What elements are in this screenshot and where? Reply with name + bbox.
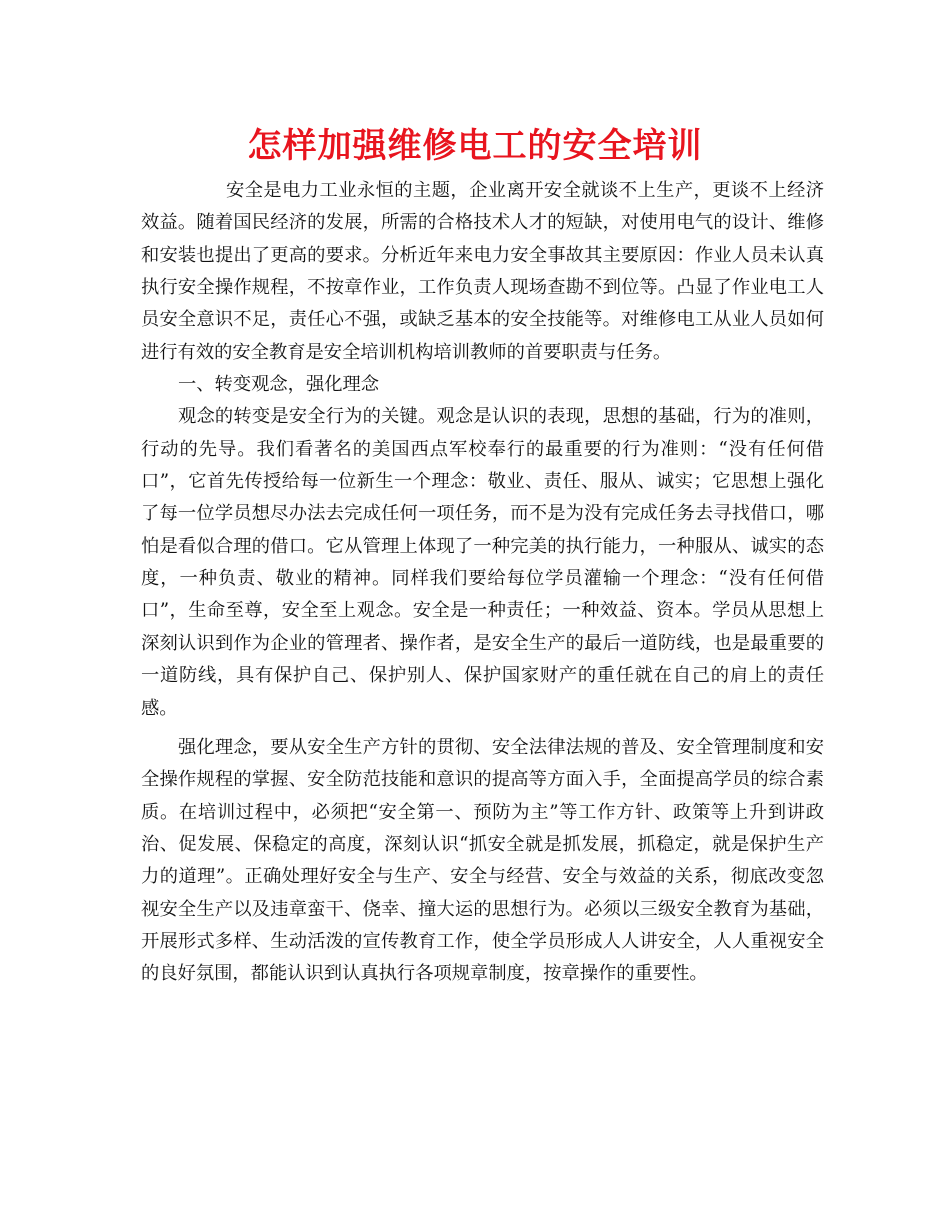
document-body xyxy=(141,175,824,991)
intro-paragraph: 安全是电力工业永恒的主题，企业离开安全就谈不上生产，更谈不上经济效益。随着国民经济的发展，所需的合格技术人才的短缺，对使用电气的设计、维修和安装也提出了更高的要求。分析近年来电力安全事故其主要原因：作业人员未认真执行安全操作规程，不按章作业，工作负责人现场查勘不到位等。凸显了作业电工人员安全意识不足，责任心不强，或缺乏基本的安全技能等。对维修电工从业人员如何进行有效的安全教育是安全培训机构培训教师的首要职责与任务。 xyxy=(141,180,824,363)
section-heading: 一、转变观念，强化理念 xyxy=(178,374,380,396)
document-title: 怎样加强维修电工的安全培训 xyxy=(247,126,703,166)
body-paragraph: 强化理念，要从安全生产方针的贯彻、安全法律法规的普及、安全管理制度和安全操作规程的掌握、安全防范技能和意识的提高等方面入手，全面提高学员的综合素质。在培训过程中，必须把“安全第一、预防为主”等工作方针、政策等上升到讲政治、促发展、保稳定的高度，深刻认识“抓安全就是抓发展，抓稳定，就是保护生产力的道理”。正确处理好安全与生产、安全与经营、安全与效益的关系，彻底改变忽视安全生产以及违章蛮干、侥幸、撞大运的思想行为。必须以三级安全教育为基础，开展形式多样、生动活泼的宣传教育工作，使全学员形成人人讲安全，人人重视安全的良好氛围，都能认识到认真执行各项规章制度，按章操作的重要性。 xyxy=(141,736,824,985)
body-paragraph: 观念的转变是安全行为的关键。观念是认识的表现，思想的基础，行为的准则，行动的先导。我们看著名的美国西点军校奉行的最重要的行为准则：“没有任何借口”，它首先传授给每一位新生一个理念：敬业、责任、服从、诚实；它思想上强化了每一位学员想尽办法去完成任何一项任务，而不是为没有完成任务去寻找借口，哪怕是看似合理的借口。它从管理上体现了一种完美的执行能力，一种服从、诚实的态度，一种负责、敬业的精神。同样我们要给每位学员灌输一个理念：“没有任何借口”，生命至尊，安全至上观念。安全是一种责任；一种效益、资本。学员从思想上深刻认识到作为企业的管理者、操作者，是安全生产的最后一道防线，也是最重要的一道防线，具有保护自己、保护别人、保护国家财产的重任就在自己的肩上的责任感。 xyxy=(141,406,824,719)
